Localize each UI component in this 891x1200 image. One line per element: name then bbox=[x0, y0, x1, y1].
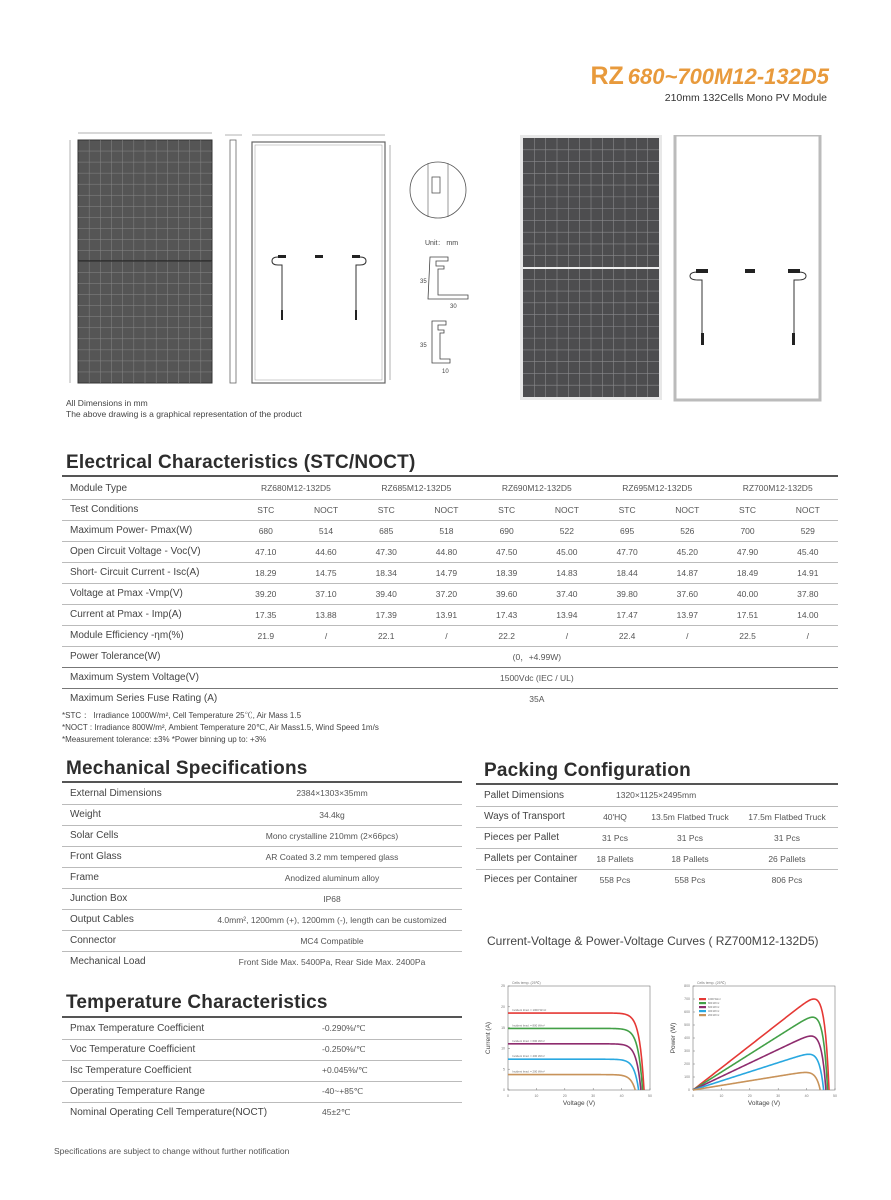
y-tick-label: 700 bbox=[684, 997, 690, 1002]
cell: 690 bbox=[477, 520, 537, 541]
row-label: Pallet Dimensions bbox=[476, 785, 586, 806]
cell: 44.60 bbox=[296, 541, 356, 562]
mechanical-table bbox=[62, 783, 462, 972]
series-label: Incident Irrad. = 600 W/m² bbox=[512, 1038, 545, 1043]
cell: 39.20 bbox=[236, 583, 296, 604]
cell: 18.39 bbox=[477, 562, 537, 583]
x-tick-label: 10 bbox=[719, 1094, 724, 1098]
model-name: RZ700M12-132D5 bbox=[717, 478, 838, 499]
row-label: Ways of Transport bbox=[476, 806, 586, 827]
table-row bbox=[62, 1102, 462, 1123]
row-label: Connector bbox=[62, 930, 202, 951]
table-row bbox=[62, 1060, 462, 1081]
cell: 21.9 bbox=[236, 625, 296, 646]
cell: 37.10 bbox=[296, 583, 356, 604]
frame-height-label: 35 bbox=[420, 279, 427, 285]
cell: 14.00 bbox=[778, 604, 838, 625]
detail-view-drawing bbox=[410, 162, 466, 218]
table-row bbox=[62, 951, 462, 972]
cell: 47.90 bbox=[717, 541, 777, 562]
row-label: Voc Temperature Coefficient bbox=[62, 1039, 292, 1060]
cell: 806 Pcs bbox=[771, 874, 803, 885]
x-tick-label: 30 bbox=[591, 1094, 596, 1098]
cell: 14.87 bbox=[657, 562, 717, 583]
model-name: RZ680M12-132D5 bbox=[236, 478, 356, 499]
series-label: Incident Irrad. = 200 W/m² bbox=[512, 1069, 545, 1074]
cell: 685 bbox=[356, 520, 416, 541]
footnote-stc: *STC ： Irradiance 1000W/m², Cell Temperature 25℃, Air Mass 1.5 bbox=[62, 711, 302, 720]
cell: 47.70 bbox=[597, 541, 657, 562]
pv-curve-chart bbox=[665, 978, 845, 1113]
x-tick-label: 30 bbox=[776, 1094, 781, 1098]
row-label: Power Tolerance(W) bbox=[62, 646, 236, 667]
y-tick-label: 100 bbox=[684, 1075, 690, 1080]
model-range: 680~700M12-132D5 bbox=[627, 64, 829, 89]
cell: 17.51 bbox=[717, 604, 777, 625]
row-label: Isc Temperature Coefficient bbox=[62, 1060, 292, 1081]
row-max-system-voltage bbox=[62, 667, 838, 688]
cell: 40.00 bbox=[717, 583, 777, 604]
cell: 680 bbox=[236, 520, 296, 541]
cell: 18.44 bbox=[597, 562, 657, 583]
row-pieces-per-container bbox=[476, 869, 838, 890]
unit-label: Unit： mm bbox=[425, 240, 459, 247]
front-panel-photo bbox=[520, 135, 662, 400]
row-voc bbox=[62, 541, 838, 562]
curves-title: Current-Voltage & Power-Voltage Curves ( RZ700M12-132D5) bbox=[487, 934, 819, 948]
cell: / bbox=[778, 625, 838, 646]
cell: (0，+4.99W) bbox=[236, 646, 838, 667]
cell: 14.79 bbox=[416, 562, 476, 583]
chart-subtitle: Cells temp. (25℃) bbox=[697, 981, 726, 985]
cell: NOCT bbox=[296, 499, 356, 520]
cell: 17.5m Flatbed Truck bbox=[736, 806, 838, 827]
row-label: Module Type bbox=[62, 478, 236, 499]
row-label: Maximum Series Fuse Rating (A) bbox=[70, 693, 218, 705]
cell: 522 bbox=[537, 520, 597, 541]
cell: 44.80 bbox=[416, 541, 476, 562]
table-row bbox=[62, 909, 462, 930]
cell: 35A bbox=[529, 693, 545, 704]
series-label: Incident Irrad. = 1000 W/m² bbox=[512, 1008, 547, 1013]
cell: STC bbox=[717, 499, 777, 520]
legend-swatch bbox=[699, 998, 706, 1000]
row-label: Junction Box bbox=[62, 888, 202, 909]
cell: 37.60 bbox=[657, 583, 717, 604]
temperature-title: Temperature Characteristics bbox=[66, 992, 328, 1013]
row-label: External Dimensions bbox=[62, 783, 202, 804]
chart-subtitle: Cells temp. (25℃) bbox=[512, 981, 541, 985]
x-tick-label: 10 bbox=[534, 1094, 539, 1098]
row-label: Open Circuit Voltage - Voc(V) bbox=[62, 541, 236, 562]
legend-label: 200 W/m² bbox=[708, 1014, 720, 1017]
row-value: MC4 Compatible bbox=[202, 930, 462, 951]
cell: 18 Pallets bbox=[586, 848, 644, 869]
product-title bbox=[590, 62, 829, 91]
cell: 13.91 bbox=[416, 604, 476, 625]
row-label: Weight bbox=[62, 804, 202, 825]
brand-label: RZ bbox=[590, 62, 624, 90]
cell: NOCT bbox=[537, 499, 597, 520]
footer-disclaimer: Specifications are subject to change without further notification bbox=[54, 1146, 290, 1156]
cell: 518 bbox=[416, 520, 476, 541]
x-tick-label: 20 bbox=[562, 1094, 567, 1098]
row-efficiency bbox=[62, 625, 838, 646]
cell: 17.43 bbox=[477, 604, 537, 625]
electrical-rule bbox=[62, 475, 838, 477]
y-axis-label: Current (A) bbox=[485, 1021, 492, 1055]
back-view-drawing bbox=[252, 135, 390, 383]
legend-swatch bbox=[699, 1002, 706, 1004]
cell: 13.97 bbox=[657, 604, 717, 625]
y-tick-label: 20 bbox=[501, 1005, 505, 1009]
iv-curve-chart bbox=[480, 978, 660, 1113]
packing-title: Packing Configuration bbox=[484, 760, 691, 781]
row-label: Pieces per Container bbox=[484, 874, 578, 886]
cell: 39.40 bbox=[356, 583, 416, 604]
y-tick-label: 0 bbox=[503, 1088, 505, 1093]
cell: 22.2 bbox=[477, 625, 537, 646]
x-tick-label: 0 bbox=[692, 1094, 694, 1098]
row-value: -0.250%/℃ bbox=[292, 1039, 462, 1060]
row-label: Module Efficiency -ηm(%) bbox=[62, 625, 236, 646]
cell: 526 bbox=[657, 520, 717, 541]
y-tick-label: 0 bbox=[688, 1088, 690, 1093]
legend-label: 400 W/m² bbox=[708, 1010, 720, 1013]
footnote-tolerance: *Measurement tolerance: ±3% *Power binning up to: +3% bbox=[62, 735, 267, 744]
row-value: -0.290%/℃ bbox=[292, 1018, 462, 1039]
cell: 13.5m Flatbed Truck bbox=[644, 806, 736, 827]
product-photos bbox=[520, 135, 845, 410]
row-module-type bbox=[62, 478, 838, 499]
cell: STC bbox=[356, 499, 416, 520]
row-isc bbox=[62, 562, 838, 583]
row-value: Front Side Max. 5400Pa, Rear Side Max. 2400Pa bbox=[238, 956, 426, 967]
row-vmp bbox=[62, 583, 838, 604]
y-tick-label: 500 bbox=[684, 1023, 690, 1028]
cell: / bbox=[537, 625, 597, 646]
cell: NOCT bbox=[657, 499, 717, 520]
legend-label: 800 W/m² bbox=[708, 1002, 720, 1005]
row-pallet-dimensions bbox=[476, 785, 838, 806]
y-tick-label: 25 bbox=[501, 984, 505, 989]
cell: 529 bbox=[778, 520, 838, 541]
row-label: Short- Circuit Current - Isc(A) bbox=[62, 562, 236, 583]
cell: 31 Pcs bbox=[736, 827, 838, 848]
x-tick-label: 0 bbox=[507, 1094, 509, 1098]
cell: NOCT bbox=[778, 499, 838, 520]
model-name: RZ695M12-132D5 bbox=[597, 478, 717, 499]
x-tick-label: 50 bbox=[648, 1094, 652, 1098]
y-tick-label: 400 bbox=[684, 1036, 690, 1041]
cell: 1320×1125×2495mm bbox=[586, 785, 838, 806]
cell: 17.39 bbox=[356, 604, 416, 625]
row-value: -40~+85℃ bbox=[292, 1081, 462, 1102]
cell: 17.35 bbox=[236, 604, 296, 625]
y-tick-label: 300 bbox=[684, 1049, 690, 1054]
electrical-footnotes bbox=[62, 710, 379, 746]
table-row bbox=[62, 930, 462, 951]
product-subtitle: 210mm 132Cells Mono PV Module bbox=[664, 92, 827, 104]
cell: 22.5 bbox=[717, 625, 777, 646]
drawing-note-1: All Dimensions in mm bbox=[66, 398, 148, 408]
cell: 47.30 bbox=[356, 541, 416, 562]
series-label: Incident Irrad. = 400 W/m² bbox=[512, 1054, 545, 1059]
drawing-note-2: The above drawing is a graphical representation of the product bbox=[66, 409, 302, 419]
cell: 47.10 bbox=[236, 541, 296, 562]
row-label: Maximum Power- Pmax(W) bbox=[62, 520, 236, 541]
table-row bbox=[62, 867, 462, 888]
row-value: 4.0mm², 1200mm (+), 1200mm (-), length can be customized bbox=[202, 909, 462, 930]
row-pieces-per-pallet bbox=[476, 827, 838, 848]
cell: 26 Pallets bbox=[736, 848, 838, 869]
legend-swatch bbox=[699, 1010, 706, 1012]
row-imp bbox=[62, 604, 838, 625]
cell: 17.47 bbox=[597, 604, 657, 625]
row-test-conditions bbox=[62, 499, 838, 520]
temperature-table bbox=[62, 1018, 462, 1123]
legend-swatch bbox=[699, 1006, 706, 1008]
table-row bbox=[62, 888, 462, 909]
row-pallets-per-container bbox=[476, 848, 838, 869]
table-row bbox=[62, 825, 462, 846]
y-tick-label: 200 bbox=[684, 1062, 690, 1067]
y-tick-label: 600 bbox=[684, 1010, 690, 1015]
cell: / bbox=[416, 625, 476, 646]
cell: 14.91 bbox=[778, 562, 838, 583]
row-transport bbox=[476, 806, 838, 827]
cell: 14.75 bbox=[296, 562, 356, 583]
x-tick-label: 40 bbox=[804, 1094, 809, 1098]
cell: / bbox=[296, 625, 356, 646]
row-value: 45±2℃ bbox=[322, 1107, 351, 1118]
cell: 31 Pcs bbox=[586, 827, 644, 848]
row-max-fuse-rating bbox=[62, 688, 838, 709]
table-row bbox=[62, 783, 462, 804]
cell: 18.29 bbox=[236, 562, 296, 583]
cell: 37.40 bbox=[537, 583, 597, 604]
row-value: +0.045%/℃ bbox=[292, 1060, 462, 1081]
cell: 700 bbox=[717, 520, 777, 541]
model-name: RZ685M12-132D5 bbox=[356, 478, 476, 499]
cell: 514 bbox=[296, 520, 356, 541]
model-name: RZ690M12-132D5 bbox=[477, 478, 597, 499]
cell: 1500Vdc (IEC / UL) bbox=[236, 667, 838, 688]
cell: STC bbox=[477, 499, 537, 520]
table-row bbox=[62, 846, 462, 867]
cell: 31 Pcs bbox=[644, 827, 736, 848]
electrical-table bbox=[62, 478, 838, 709]
cell: 45.20 bbox=[657, 541, 717, 562]
table-row bbox=[62, 1081, 462, 1102]
row-label: Pmax Temperature Coefficient bbox=[62, 1018, 292, 1039]
cell: 40'HQ bbox=[586, 806, 644, 827]
x-axis-label: Voltage (V) bbox=[747, 1100, 781, 1107]
cell: 18 Pallets bbox=[644, 848, 736, 869]
row-value: Mono crystalline 210mm (2×66pcs) bbox=[202, 825, 462, 846]
row-label: Frame bbox=[62, 867, 202, 888]
electrical-title: Electrical Characteristics (STC/NOCT) bbox=[66, 452, 416, 473]
frame-profile-long bbox=[420, 257, 468, 310]
y-tick-label: 10 bbox=[501, 1046, 505, 1051]
cell: 695 bbox=[597, 520, 657, 541]
y-tick-label: 15 bbox=[501, 1025, 505, 1030]
side-view-drawing bbox=[225, 135, 242, 383]
cell: 45.00 bbox=[537, 541, 597, 562]
cell: STC bbox=[597, 499, 657, 520]
cell: 22.4 bbox=[597, 625, 657, 646]
cell: 37.80 bbox=[778, 583, 838, 604]
footnote-noct: *NOCT : Irradiance 800W/m², Ambient Temperature 20℃, Air Mass1.5, Wind Speed 1m/s bbox=[62, 723, 379, 732]
table-row bbox=[62, 1039, 462, 1060]
row-pmax bbox=[62, 520, 838, 541]
y-tick-label: 5 bbox=[503, 1067, 505, 1072]
cell: 13.94 bbox=[537, 604, 597, 625]
cell: / bbox=[657, 625, 717, 646]
row-label: Mechanical Load bbox=[70, 956, 146, 968]
legend-label: 1000 W/m² bbox=[708, 998, 721, 1001]
row-label: Nominal Operating Cell Temperature(NOCT) bbox=[70, 1107, 268, 1119]
frame-depth-label: 10 bbox=[442, 369, 449, 375]
back-panel-photo bbox=[675, 135, 820, 400]
y-axis-label: Power (W) bbox=[670, 1022, 677, 1054]
cell: 47.50 bbox=[477, 541, 537, 562]
row-value: AR Coated 3.2 mm tempered glass bbox=[202, 846, 462, 867]
x-tick-label: 40 bbox=[619, 1094, 624, 1098]
x-tick-label: 20 bbox=[747, 1094, 752, 1098]
cell: 39.60 bbox=[477, 583, 537, 604]
x-tick-label: 50 bbox=[833, 1094, 837, 1098]
cell: 22.1 bbox=[356, 625, 416, 646]
row-label: Pallets per Container bbox=[476, 848, 586, 869]
cell: 558 Pcs bbox=[599, 874, 631, 885]
table-row bbox=[62, 804, 462, 825]
frame-height-label-2: 35 bbox=[420, 343, 427, 349]
y-tick-label: 800 bbox=[684, 984, 690, 989]
mechanical-title: Mechanical Specifications bbox=[66, 758, 308, 779]
row-label: Maximum System Voltage(V) bbox=[62, 667, 236, 688]
legend-swatch bbox=[699, 1014, 706, 1016]
row-label: Pieces per Pallet bbox=[476, 827, 586, 848]
cell: 18.34 bbox=[356, 562, 416, 583]
packing-table bbox=[476, 785, 838, 890]
series-label: Incident Irrad. = 800 W/m² bbox=[512, 1023, 545, 1028]
cell: 37.20 bbox=[416, 583, 476, 604]
cell: 45.40 bbox=[778, 541, 838, 562]
cell: NOCT bbox=[416, 499, 476, 520]
technical-drawing bbox=[60, 125, 500, 390]
row-label: Output Cables bbox=[62, 909, 202, 930]
legend-label: 600 W/m² bbox=[708, 1006, 720, 1009]
row-label: Operating Temperature Range bbox=[62, 1081, 292, 1102]
frame-profile-short bbox=[420, 321, 450, 375]
row-value: 2384×1303×35mm bbox=[202, 783, 462, 804]
cell: 39.80 bbox=[597, 583, 657, 604]
row-label: Current at Pmax - Imp(A) bbox=[62, 604, 236, 625]
row-label: Front Glass bbox=[62, 846, 202, 867]
cell: 14.83 bbox=[537, 562, 597, 583]
x-axis-label: Voltage (V) bbox=[562, 1100, 596, 1107]
frame-width-label: 30 bbox=[450, 304, 457, 310]
row-label: Test Conditions bbox=[62, 499, 236, 520]
row-value: 34.4kg bbox=[202, 804, 462, 825]
front-view-drawing bbox=[70, 133, 212, 383]
row-value: IP68 bbox=[202, 888, 462, 909]
row-value: Anodized aluminum alloy bbox=[202, 867, 462, 888]
row-power-tolerance bbox=[62, 646, 838, 667]
cell: 558 Pcs bbox=[674, 874, 706, 885]
table-row bbox=[62, 1018, 462, 1039]
row-label: Voltage at Pmax -Vmp(V) bbox=[62, 583, 236, 604]
cell: 18.49 bbox=[717, 562, 777, 583]
cell: 13.88 bbox=[296, 604, 356, 625]
row-label: Solar Cells bbox=[62, 825, 202, 846]
cell: STC bbox=[236, 499, 296, 520]
